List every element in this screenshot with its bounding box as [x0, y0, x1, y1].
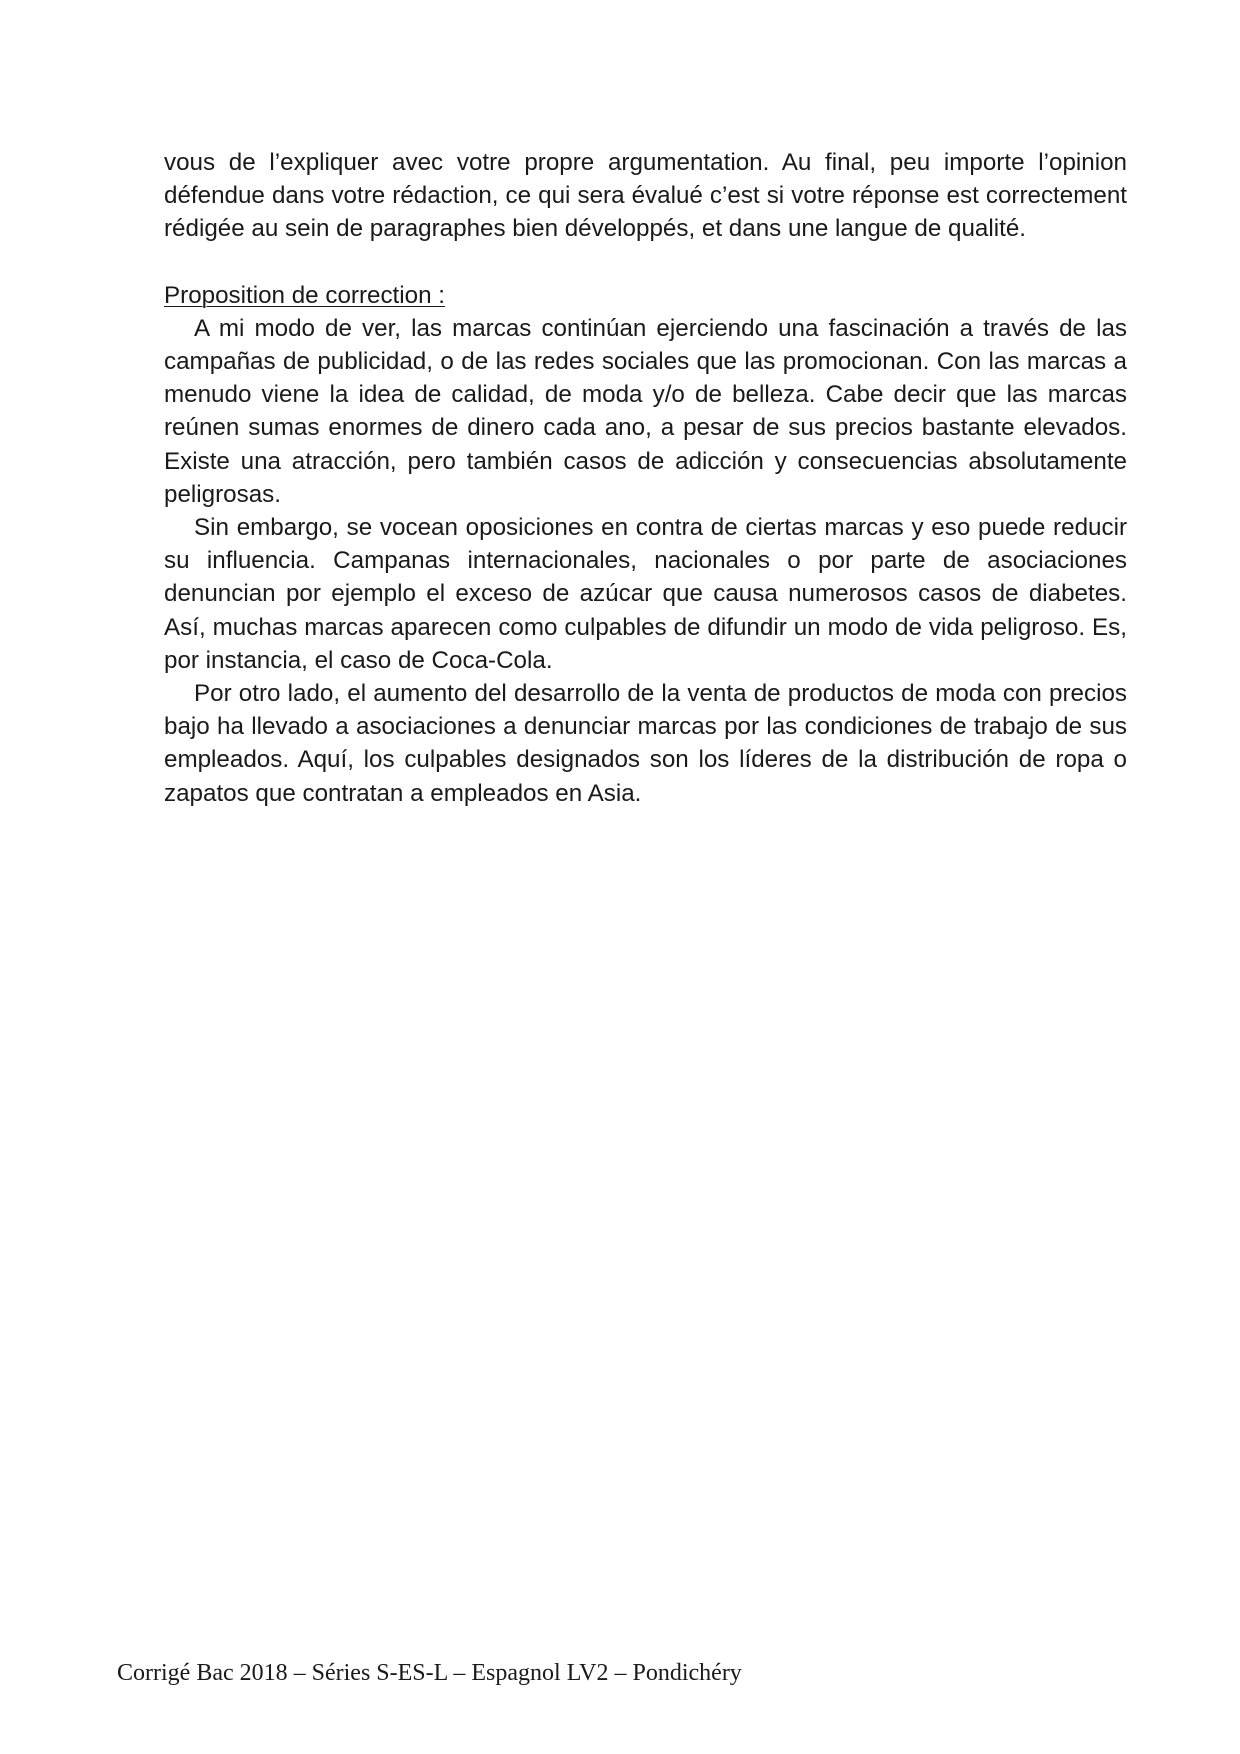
section-heading: Proposition de correction :: [164, 281, 445, 309]
answer-paragraph-3: Por otro lado, el aumento del desarrollo de la venta de productos de moda con precios bajo ha llevado a asociaciones a denunciar marcas por las condiciones de trabajo de sus empleados. Aquí, los culpables designados son los líderes de la distribución de ropa o zapatos que contratan a empleados en Asia.: [164, 680, 1127, 807]
document-body: [164, 146, 1127, 810]
answer-paragraph-1: A mi modo de ver, las marcas continúan ejerciendo una fascinación a través de las campañas de publicidad, o de las redes sociales que las promocionan. Con las marcas a menudo viene la idea de calidad, de moda y/o de belleza. Cabe decir que las marcas reúnen sumas enormes de dinero cada ano, a pesar de sus precios bastante elevados. Existe una atracción, pero también casos de adicción y consecuencias absolutamente peligrosas.: [164, 314, 1127, 508]
intro-paragraph: vous de l’expliquer avec votre propre argumentation. Au final, peu importe l’opinion défendue dans votre rédaction, ce qui sera évalué c’est si votre réponse est correctement rédigée au sein de paragraphes bien développés, et dans une langue de qualité.: [164, 149, 1127, 243]
answer-paragraph-2: Sin embargo, se vocean oposiciones en contra de ciertas marcas y eso puede reducir su influencia. Campanas internacionales, nacionales o por parte de asociaciones denuncian por ejemplo el exceso de azúcar que causa numerosos casos de diabetes. Así, muchas marcas aparecen como culpables de difundir un modo de vida peligroso. Es, por instancia, el caso de Coca-Cola.: [164, 514, 1127, 674]
page-footer: Corrigé Bac 2018 – Séries S-ES-L – Espagnol LV2 – Pondichéry: [117, 1660, 742, 1686]
